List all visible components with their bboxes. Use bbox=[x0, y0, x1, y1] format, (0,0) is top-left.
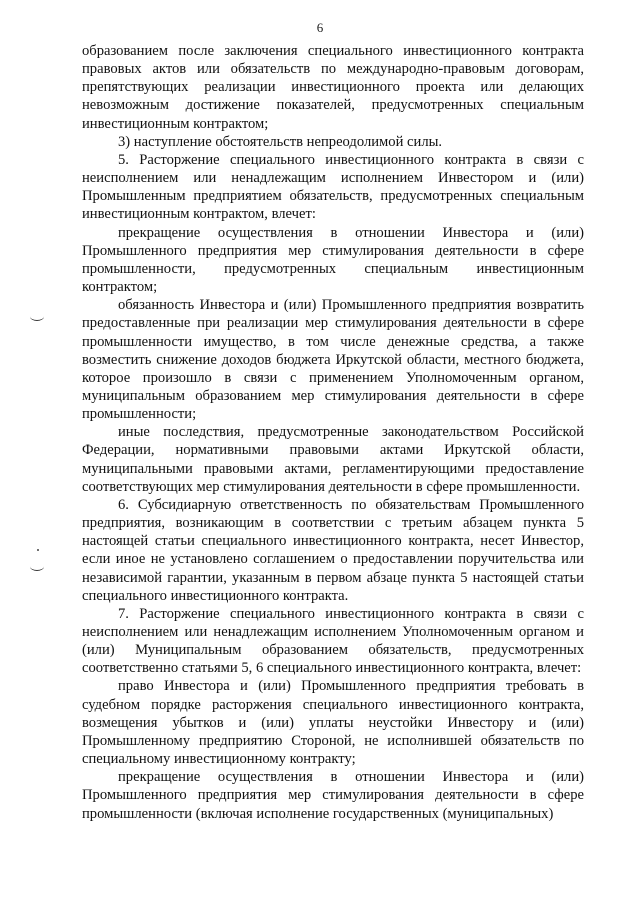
paragraph-termination-continued: прекращение осуществления в отношении Инвестора и (или) Промышленного предприятия мер стимулирования деятельности в сфере промышленности (включая исполнение государственных (муниципальных) bbox=[82, 769, 584, 822]
margin-dot bbox=[37, 549, 39, 551]
paragraph-termination-measures: прекращение осуществления в отношении Инвестора и (или) Промышленного предприятия мер стимулирования деятельности в сфере промышленности, предусмотренных специальным инвестиционным контрактом; bbox=[82, 224, 584, 296]
paragraph-investor-right: право Инвестора и (или) Промышленного предприятия требовать в судебном порядке расторжения специального инвестиционного контракта, возмещения убытков и (или) уплаты неустойки Инвестору и (или) Промышленному предприятию Стороной, не исполнившей обязательств по специальному инвестиционному контракту; bbox=[82, 678, 584, 768]
paragraph-clause-7: 7. Расторжение специального инвестиционного контракта в связи с неисполнением или ненадлежащим исполнением Уполномоченным органом и (или) Муниципальным образованием обязательств, предусмотренных соответственно статьями 5, 6 специального инвестиционного контракта, влечет: bbox=[82, 605, 584, 677]
page-number: 6 bbox=[316, 20, 324, 35]
margin-mark-upper bbox=[30, 312, 44, 321]
paragraph-clause-6: 6. Субсидиарную ответственность по обязательствам Промышленного предприятия, возникающим в соответствии с третьим абзацем пункта 5 настоящей статьи специального инвестиционного контракта, несет Инвестор, если иное не установлено соглашением о предоставлении поручительства или независимой гарантии, указанным в первом абзаце пункта 5 настоящей статьи специального инвестиционного контракта. bbox=[82, 496, 584, 604]
paragraph-continuation: образованием после заключения специального инвестиционного контракта правовых актов или обязательств по международно-правовым договорам, препятствующих реализации инвестиционного проекта или делающих невозможным достижение показателей, предусмотренных специальным инвестиционным контрактом; bbox=[82, 43, 584, 132]
margin-mark-lower bbox=[30, 562, 44, 571]
paragraph-item-3: 3) наступление обстоятельств непреодолимой силы. bbox=[118, 133, 443, 150]
paragraph-return-obligation: обязанность Инвестора и (или) Промышленного предприятия возвратить предоставленные при реализации мер стимулирования деятельности в сфере промышленности имущество, в том числе денежные средства, а также возместить снижение доходов бюджета Иркутской области, местного бюджета, которое произошло в связи с применением Уполномоченным органом, муниципальным образованием мер стимулирования деятельности в сфере промышленности; bbox=[82, 297, 584, 423]
paragraph-other-consequences: иные последствия, предусмотренные законодательством Российской Федерации, нормативными правовыми актами Иркутской области, муниципальными правовыми актами, регламентирующими предоставление соответствующих мер стимулирования деятельности в сфере промышленности. bbox=[82, 424, 584, 495]
document-body bbox=[82, 42, 584, 823]
paragraph-clause-5: 5. Расторжение специального инвестиционного контракта в связи с неисполнением или ненадлежащим исполнением Инвестором и (или) Промышленным предприятием обязательств, предусмотренных специальным инвестиционным контрактом, влечет: bbox=[82, 151, 584, 223]
